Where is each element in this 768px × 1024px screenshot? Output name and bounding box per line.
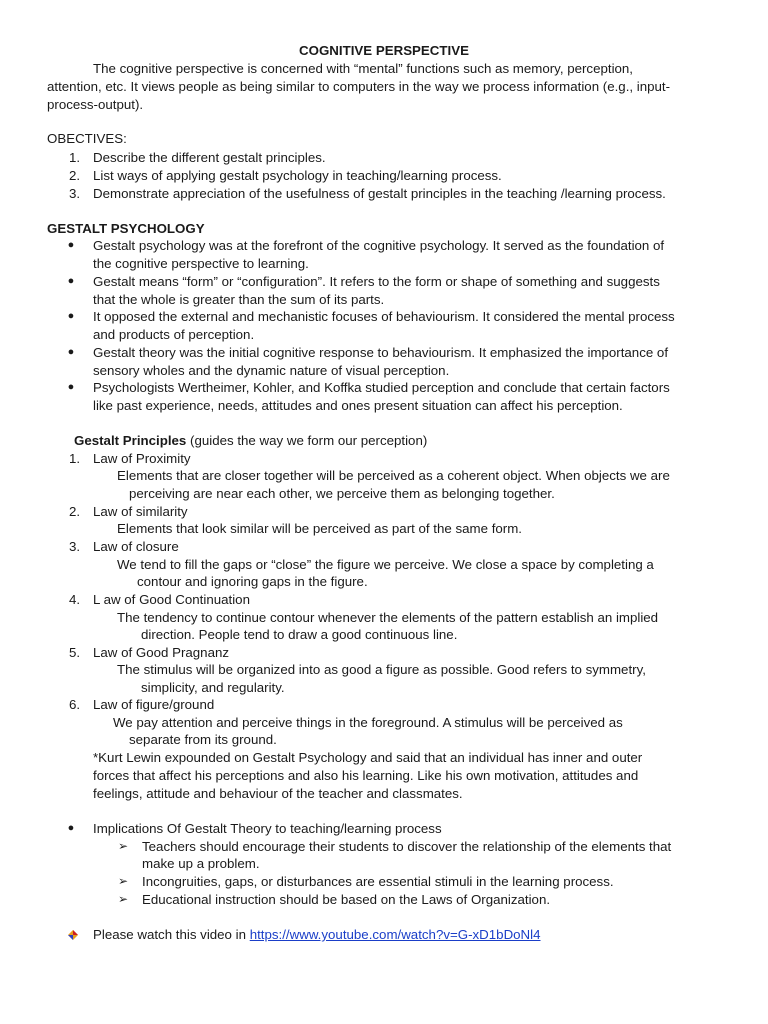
bullet-icon: ● [67, 381, 75, 393]
lewin-note-line: forces that affect his perceptions and also his learning. Like his own motivation, attitudes and [93, 768, 639, 783]
law-num: 5. [69, 645, 81, 660]
law-name: Law of Proximity [93, 451, 191, 466]
gestalt-bullet-line: and products of perception. [93, 327, 255, 342]
law-name: L aw of Good Continuation [93, 592, 250, 607]
law-name: Law of similarity [93, 504, 188, 519]
gestalt-bullet-line: Psychologists Wertheimer, Kohler, and Koffka studied perception and conclude that certain factors [93, 380, 670, 395]
objective-item: Demonstrate appreciation of the usefulness of gestalt principles in the teaching /learning process. [93, 186, 666, 201]
video-line [93, 926, 541, 944]
video-link[interactable]: https://www.youtube.com/watch?v=G-xD1bDoNl4 [249, 927, 541, 942]
law-name: Law of Good Pragnanz [93, 645, 230, 660]
objective-item: List ways of applying gestalt psychology in teaching/learning process. [93, 168, 502, 183]
objective-item: Describe the different gestalt principles. [93, 150, 326, 165]
implication-line: make up a problem. [142, 856, 260, 871]
law-description: Elements that are closer together will be perceived as a coherent object. When objects we are [117, 468, 670, 483]
law-description: perceiving are near each other, we perceive them as belonging together. [129, 486, 555, 501]
gestalt-bullet-line: It opposed the external and mechanistic focuses of behaviourism. It considered the mental process [93, 309, 675, 324]
bullet-icon: ● [67, 275, 75, 287]
lewin-note-line: feelings, attitude and behaviour of the teacher and classmates. [93, 786, 463, 801]
principles-heading-line [74, 432, 427, 450]
law-description: simplicity, and regularity. [141, 680, 285, 695]
gestalt-bullet-line: the cognitive perspective to learning. [93, 256, 309, 271]
law-num: 2. [69, 504, 81, 519]
arrow-bullet-icon: ➢ [118, 874, 129, 888]
objectives-heading: OBECTIVES: [47, 131, 127, 146]
bullet-icon: ● [67, 346, 75, 358]
implications-heading: Implications Of Gestalt Theory to teaching/learning process [93, 821, 442, 836]
bullet-icon: ● [67, 310, 75, 322]
objective-num: 1. [69, 150, 81, 165]
arrow-bullet-icon: ➢ [118, 892, 129, 906]
page-title: COGNITIVE PERSPECTIVE [299, 43, 469, 58]
law-description: direction. People tend to draw a good continuous line. [141, 627, 458, 642]
law-name: Law of closure [93, 539, 179, 554]
implication-line: Educational instruction should be based on the Laws of Organization. [142, 892, 551, 907]
law-description: contour and ignoring gaps in the figure. [137, 574, 368, 589]
law-num: 6. [69, 697, 81, 712]
gestalt-bullet-line: sensory wholes and the dynamic nature of visual perception. [93, 363, 450, 378]
gestalt-bullet-line: Gestalt theory was the initial cognitive response to behaviourism. It emphasized the importance of [93, 345, 669, 360]
gestalt-bullet-line: like past experience, needs, attitudes and ones present situation can affect his perception. [93, 398, 623, 413]
bullet-icon: ● [67, 822, 75, 834]
lewin-note-line: *Kurt Lewin expounded on Gestalt Psychology and said that an individual has inner and outer [93, 750, 643, 765]
principles-heading: Gestalt Principles [74, 433, 187, 448]
law-description: We pay attention and perceive things in the foreground. A stimulus will be perceived as [113, 715, 623, 730]
law-num: 3. [69, 539, 81, 554]
gestalt-bullet-line: Gestalt psychology was at the forefront of the cognitive psychology. It served as the foundation of [93, 238, 665, 253]
diamond-bullet-icon [67, 929, 79, 941]
gestalt-bullet-line: that the whole is greater than the sum of its parts. [93, 292, 385, 307]
law-description: The stimulus will be organized into as good a figure as possible. Good refers to symmetry, [117, 662, 646, 677]
intro-line-1: The cognitive perspective is concerned with “mental” functions such as memory, perception, [93, 61, 634, 76]
bullet-icon: ● [67, 239, 75, 251]
objective-num: 3. [69, 186, 81, 201]
law-name: Law of figure/ground [93, 697, 215, 712]
law-description: Elements that look similar will be perceived as part of the same form. [117, 521, 522, 536]
law-description: We tend to fill the gaps or “close” the figure we perceive. We close a space by completing a [117, 557, 654, 572]
intro-line-2: attention, etc. It views people as being similar to computers in the way we process information (e.g., input- [47, 79, 671, 94]
law-description: separate from its ground. [129, 732, 277, 747]
law-num: 4. [69, 592, 81, 607]
implication-line: Incongruities, gaps, or disturbances are essential stimuli in the learning process. [142, 874, 614, 889]
intro-line-3: process-output). [47, 97, 144, 112]
law-num: 1. [69, 451, 81, 466]
arrow-bullet-icon: ➢ [118, 839, 129, 853]
implication-line: Teachers should encourage their students to discover the relationship of the elements that [142, 839, 672, 854]
principles-subheading: (guides the way we form our perception) [186, 433, 428, 448]
gestalt-bullet-line: Gestalt means “form” or “configuration”. It refers to the form or shape of something and suggests [93, 274, 660, 289]
gestalt-heading: GESTALT PSYCHOLOGY [47, 221, 205, 236]
video-text: Please watch this video in [93, 927, 250, 942]
law-description: The tendency to continue contour whenever the elements of the pattern establish an implied [117, 610, 659, 625]
objective-num: 2. [69, 168, 81, 183]
